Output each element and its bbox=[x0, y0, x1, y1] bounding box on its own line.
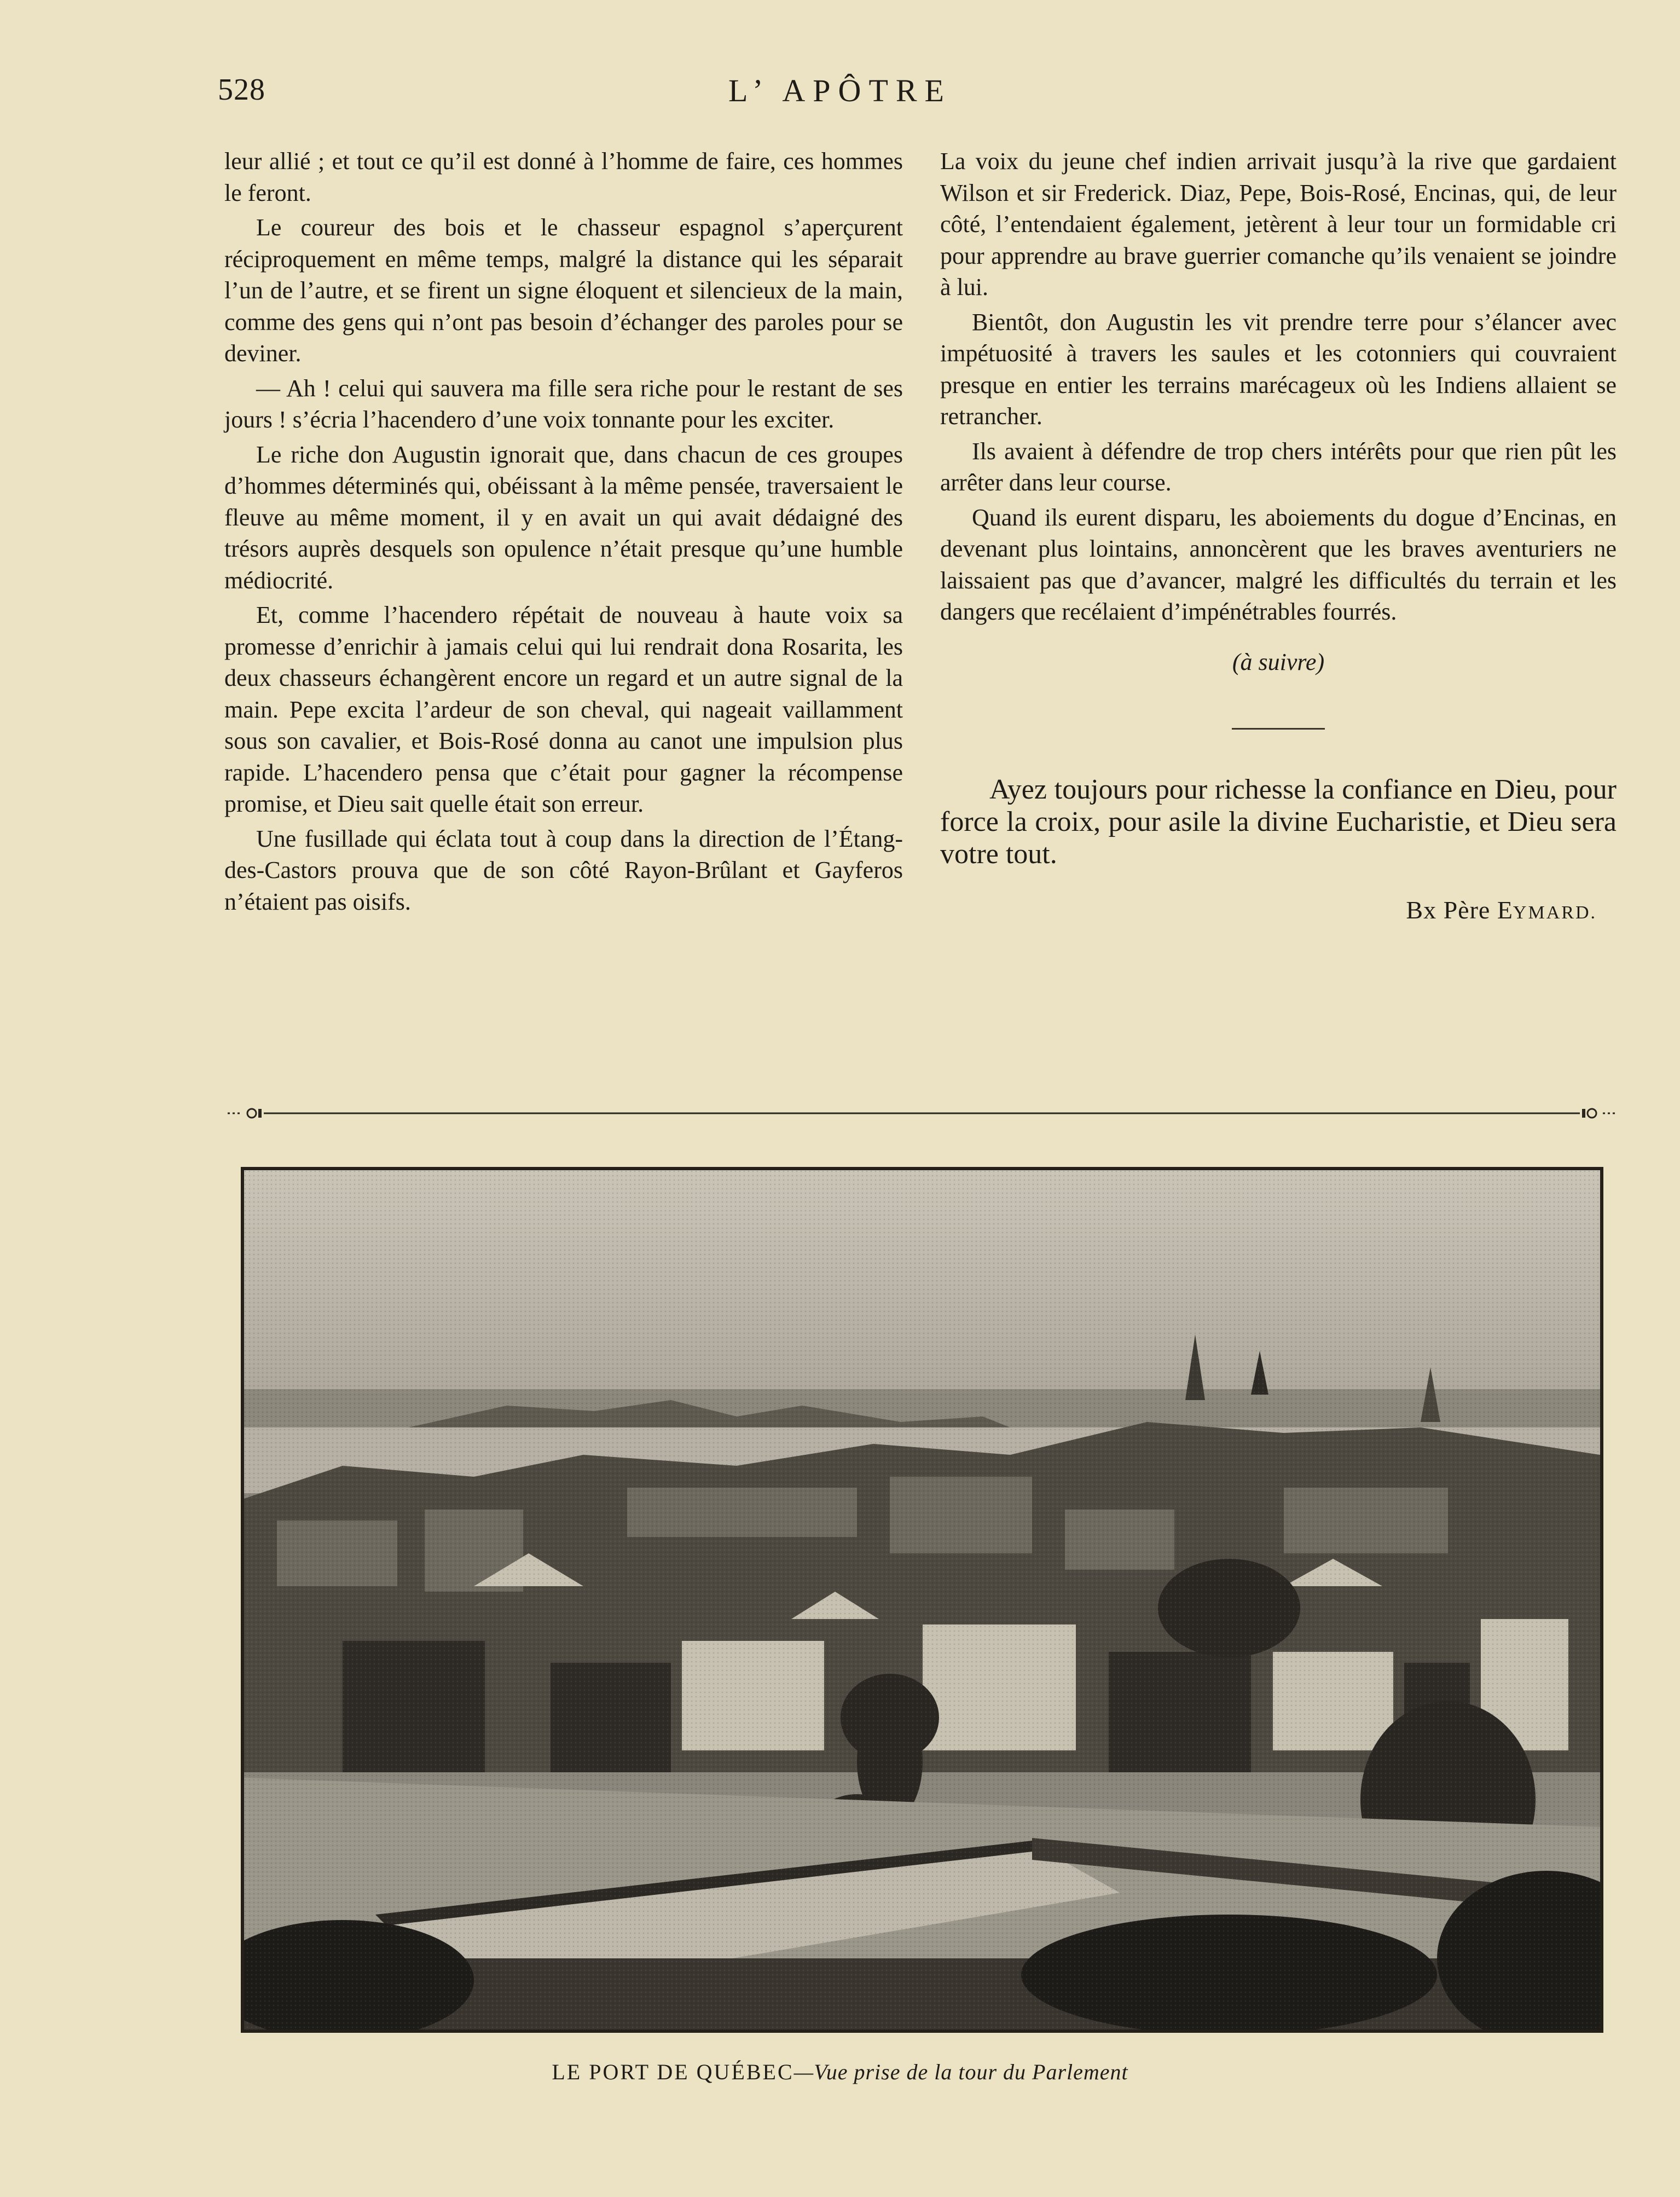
ornamental-divider bbox=[225, 1103, 1618, 1123]
paragraph: — Ah ! celui qui sauvera ma fille sera riche pour le restant de ses jours ! s’écria l’hacendero d’une voix tonnante pour les exciter. bbox=[224, 374, 903, 433]
paragraph: Quand ils eurent disparu, les aboiements du dogue d’Encinas, en devenant plus lointains, annoncèrent que les braves aventuriers ne laissaient pas que d’avancer, malgré les difficultés du terrain et les dangers que recélaient d’impénétrables fourrés. bbox=[940, 504, 1617, 625]
running-title: L’ APÔTRE bbox=[728, 73, 952, 108]
paragraph: Une fusillade qui éclata tout à coup dans la direction de l’Étang-des-Castors prouva que de son côté Rayon-Brûlant et Gayferos n’étaient pas oisifs. bbox=[224, 825, 903, 915]
paragraph: Le riche don Augustin ignorait que, dans chacun de ces groupes d’hommes déterminés qui, obéissant à la même pensée, traversaient le fleuve au même moment, il y en avait un qui avait dédaigné des trésors auprès desquels son opulence n’était presque qu’une humble médiocrité. bbox=[224, 441, 903, 594]
paragraph: Et, comme l’hacendero répétait de nouveau à haute voix sa promesse d’enrichir à jamais celui qui lui rendrait dona Rosarita, les deux chasseurs échangèrent encore un regard et un autre signal de la main. Pepe excita l’ardeur de son cheval, qui nageait vaillamment sous son cavalier, et Bois-Rosé donna au canot une impulsion plus rapide. L’hacendero pensa que c’était pour gagner la récompense promise, et Dieu sait quelle était son erreur. bbox=[224, 602, 903, 817]
photo-caption bbox=[0, 2059, 1680, 2085]
signature-smallcaps: YMARD. bbox=[1513, 903, 1597, 923]
paragraph: leur allié ; et tout ce qu’il est donné à l’homme de faire, ces hommes le feront. bbox=[224, 148, 903, 206]
caption-subtitle: —Vue prise de la tour du Parlement bbox=[793, 2060, 1128, 2084]
port-photo-image bbox=[244, 1170, 1600, 2030]
quote-signature bbox=[940, 894, 1617, 929]
right-column bbox=[940, 146, 1617, 929]
quote-text: Ayez toujours pour richesse la confiance en Dieu, pour force la croix, pour asile la divine Eucharistie, et Dieu sera votre tout. bbox=[940, 774, 1617, 870]
paragraph: Bientôt, don Augustin les vit prendre terre pour s’élancer avec impétuosité à travers les saules et les cotonniers qui couvraient presque en entier les terrains marécageux où les Indiens allaient se retrancher. bbox=[940, 308, 1617, 430]
paragraph: Le coureur des bois et le chasseur espagnol s’aperçurent réciproquement en même temps, malgré la distance qui les séparait l’un de l’autre, et se firent un signe éloquent et silencieux de la main, comme des gens qui n’ont pas besoin d’échanger des paroles pour se deviner. bbox=[224, 214, 903, 367]
page-number: 528 bbox=[218, 73, 265, 107]
paragraph: La voix du jeune chef indien arrivait jusqu’à la rive que gardaient Wilson et sir Frederick. Diaz, Pepe, Bois-Rosé, Encinas, qui, de leur côté, l’entendaient également, jetèrent à leur tour un formidable cri pour apprendre au brave guerrier comanche qu’ils venaient se joindre à lui. bbox=[940, 148, 1617, 300]
signature-prefix: Bx Père E bbox=[1406, 896, 1513, 924]
section-rule bbox=[1232, 728, 1325, 730]
left-column bbox=[224, 146, 903, 921]
to-be-continued: (à suivre) bbox=[1232, 648, 1325, 675]
port-photo bbox=[241, 1167, 1603, 2033]
paragraph: Ils avaient à défendre de trop chers intérêts pour que rien pût les arrêter dans leur course. bbox=[940, 437, 1617, 496]
caption-title: LE PORT DE QUÉBEC bbox=[552, 2060, 794, 2084]
